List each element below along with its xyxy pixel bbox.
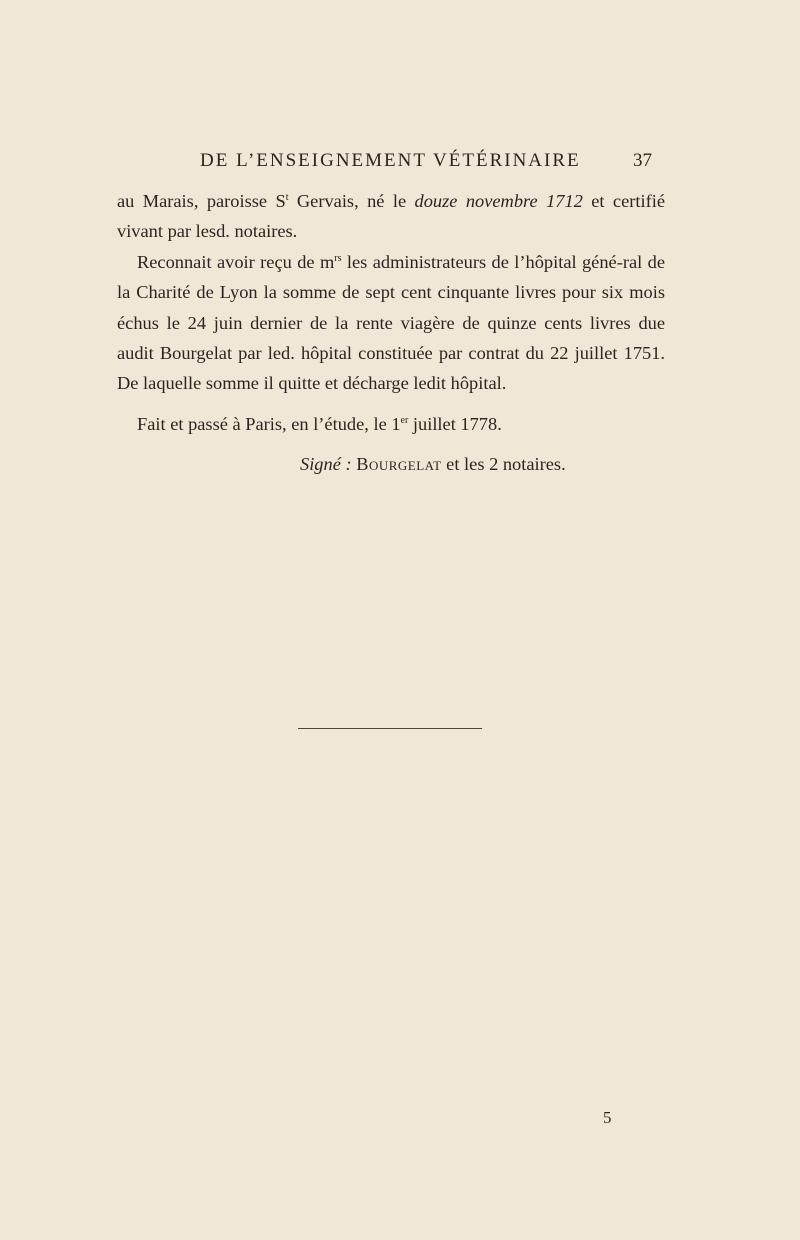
paragraph-1	[117, 186, 665, 247]
signature-line	[300, 454, 566, 475]
end-rule	[298, 728, 482, 729]
page-number: 37	[633, 150, 652, 171]
p1-birth-date: douze novembre 1712	[414, 191, 583, 211]
header-title: DE L’ENSEIGNEMENT VÉTÉRINAIRE	[200, 150, 581, 171]
p2-text-b: les administrateurs de l’hôpital géné-ral de la Charité de Lyon la somme de sept cent cinquante livres pour six mois échus le 24 juin dernier de la rente viagère de quinze cents livres due audit Bourgelat par led. hôpital constituée par contrat du 22 juillet 1751. De laquelle somme il quitte et décharge ledit hôpital.	[117, 251, 665, 394]
paragraph-2	[117, 247, 665, 399]
p1-text-c: et certifié vivant par lesd. notaires.	[117, 191, 665, 242]
p1-text-a: au Marais, paroisse S	[117, 191, 286, 211]
signature-mark: 5	[603, 1108, 612, 1127]
p2-superscript: rs	[334, 252, 342, 264]
body-text	[117, 186, 665, 439]
p2-text-a: Reconnait avoir reçu de m	[137, 251, 335, 272]
p1-superscript: t	[285, 191, 289, 203]
p3-superscript: er	[400, 414, 409, 426]
p1-text-b: Gervais, né le	[288, 191, 415, 211]
signer-name: Bourgelat	[356, 454, 442, 474]
p3-text-a: Fait et passé à Paris, en l’étude, le 1	[137, 413, 401, 434]
paragraph-3	[117, 409, 665, 439]
p3-text-b: juillet 1778.	[408, 413, 502, 434]
signed-label: Signé :	[300, 454, 352, 474]
signed-rest: et les 2 notaires.	[441, 454, 566, 474]
